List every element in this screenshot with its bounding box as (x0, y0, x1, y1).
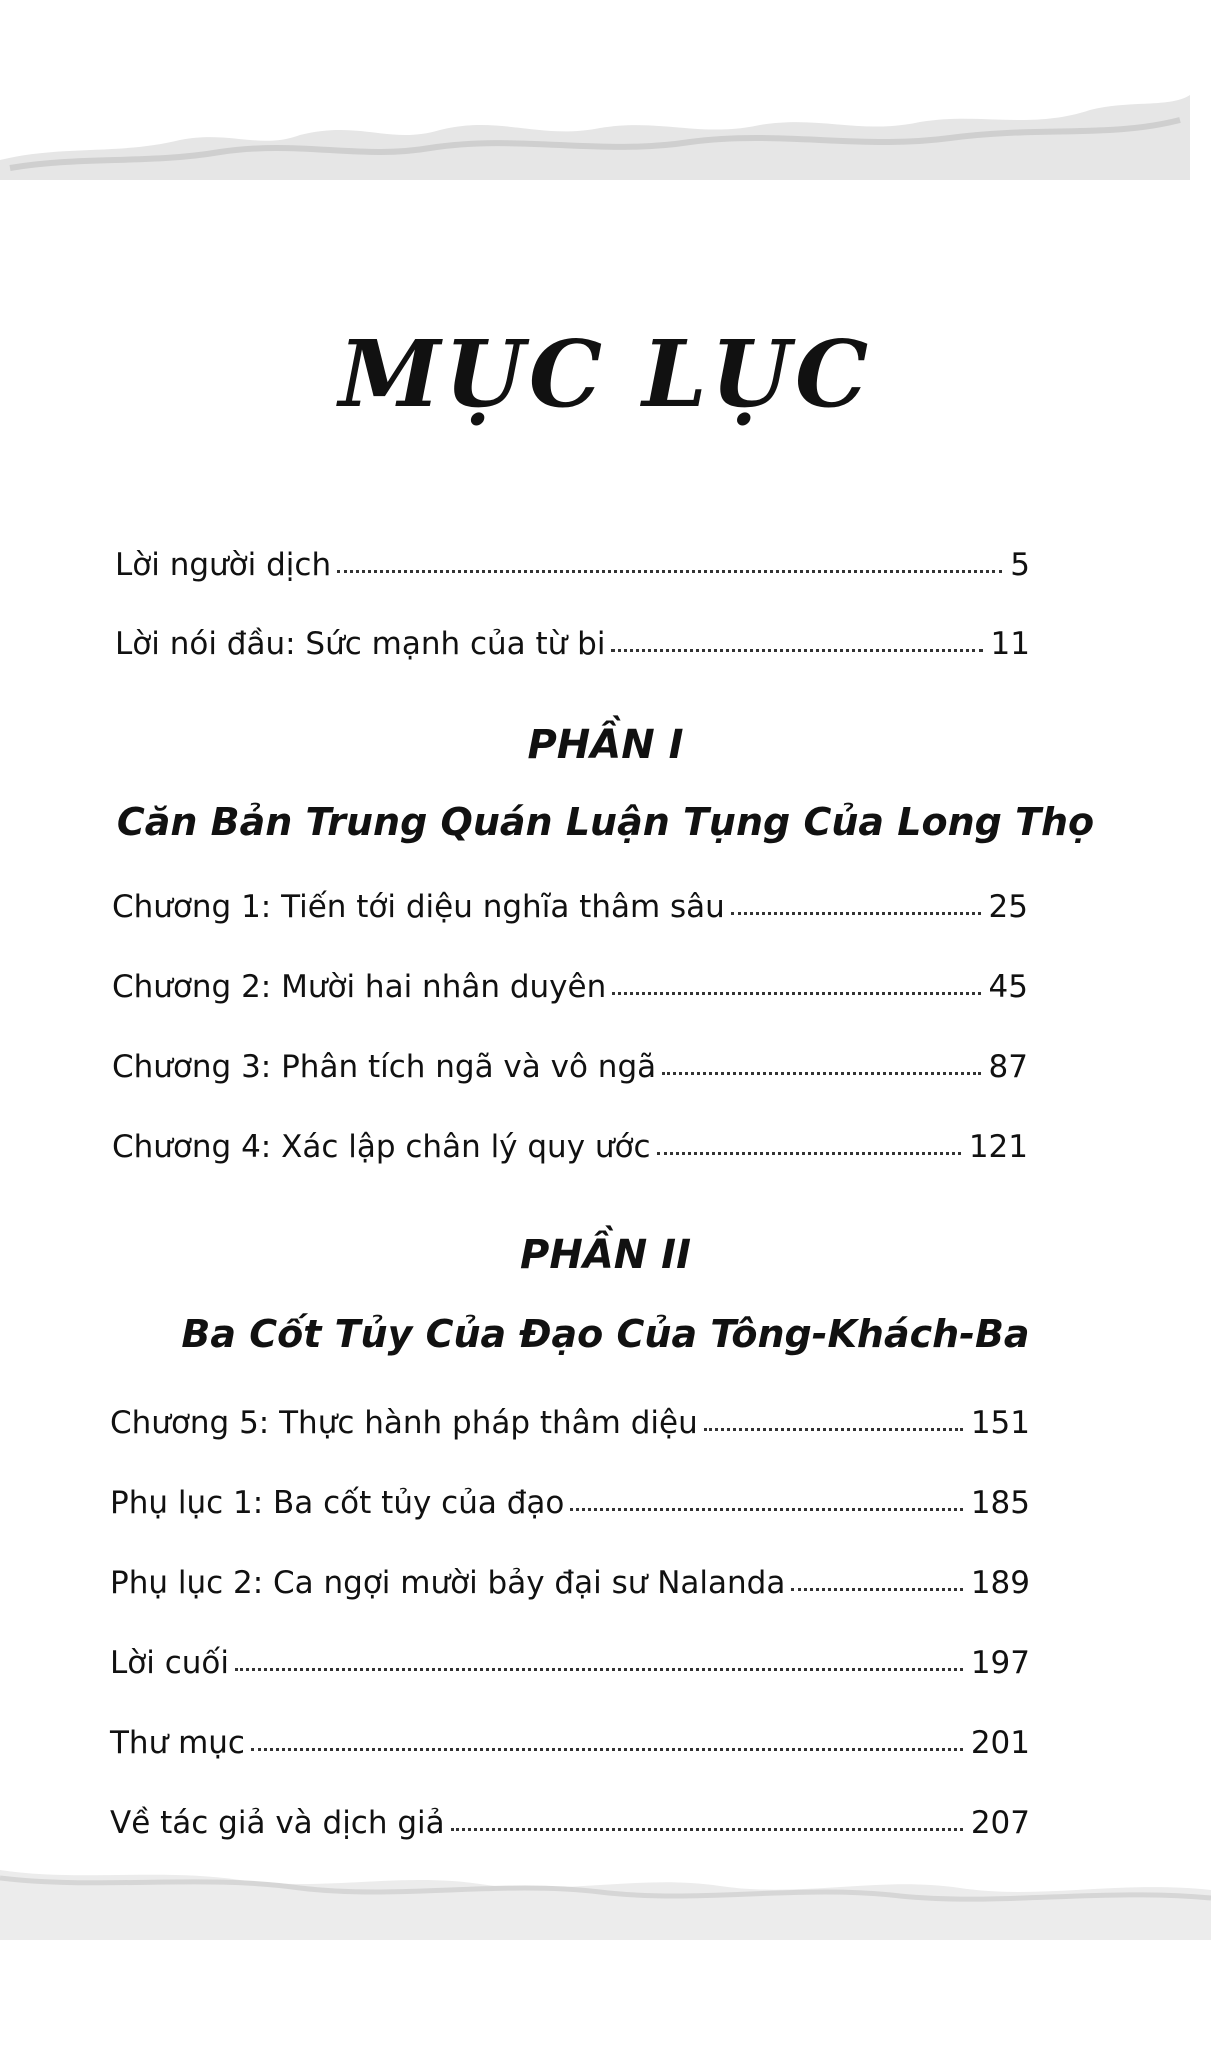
toc-leader-dots (451, 1828, 963, 1831)
toc-entry-label: Về tác giả và dịch giả (110, 1804, 445, 1841)
toc-entry-page: 25 (988, 888, 1028, 925)
toc-entry[interactable] (110, 1392, 1030, 1440)
toc-leader-dots (337, 570, 1002, 573)
toc-entry-label: Chương 3: Phân tích ngã và vô ngã (112, 1048, 657, 1085)
toc-entry[interactable] (112, 876, 1028, 924)
decorative-torn-edge-top (0, 90, 1211, 180)
toc-leader-dots (235, 1668, 963, 1671)
toc-entry-label: Phụ lục 2: Ca ngợi mười bảy đại sư Nalanda (110, 1564, 786, 1601)
toc-entry-label: Lời cuối (110, 1644, 229, 1681)
toc-entry-page: 121 (968, 1128, 1028, 1165)
toc-entry[interactable] (110, 1792, 1030, 1840)
toc-entry-page: 5 (1010, 546, 1030, 583)
toc-leader-dots (662, 1072, 980, 1075)
toc-entry[interactable] (110, 1632, 1030, 1680)
toc-entry[interactable] (110, 1472, 1030, 1520)
part-heading: PHẦN II (520, 1232, 691, 1278)
toc-leader-dots (704, 1428, 963, 1431)
toc-entry[interactable] (110, 1552, 1030, 1600)
toc-leader-dots (791, 1588, 962, 1591)
toc-entry[interactable] (112, 1116, 1028, 1164)
toc-entry[interactable] (112, 956, 1028, 1004)
part-subtitle: Ba Cốt Tủy Của Đạo Của Tông-Khách-Ba (181, 1312, 1030, 1356)
toc-entry-label: Lời nói đầu: Sức mạnh của từ bi (115, 625, 606, 662)
toc-entry[interactable] (110, 1712, 1030, 1760)
toc-entry-page: 87 (988, 1048, 1028, 1085)
toc-entry-page: 151 (970, 1404, 1030, 1441)
toc-entry-page: 201 (970, 1724, 1030, 1761)
part-heading: PHẦN I (527, 722, 684, 768)
toc-entry-label: Chương 1: Tiến tới diệu nghĩa thâm sâu (112, 888, 725, 925)
page-title: MỤC LỤC (338, 320, 873, 428)
decorative-torn-edge-bottom (0, 1860, 1211, 1940)
toc-entry-page: 185 (970, 1484, 1030, 1521)
toc-leader-dots (657, 1152, 961, 1155)
toc-entry[interactable] (115, 534, 1030, 582)
part-subtitle: Căn Bản Trung Quán Luận Tụng Của Long Thọ (116, 800, 1095, 844)
toc-entry-page: 45 (988, 968, 1028, 1005)
toc-leader-dots (251, 1748, 963, 1751)
toc-entry-page: 197 (970, 1644, 1030, 1681)
toc-entry-page: 11 (990, 625, 1030, 662)
toc-entry[interactable] (115, 613, 1030, 661)
toc-entry-label: Thư mục (110, 1724, 245, 1761)
toc-entry[interactable] (112, 1036, 1028, 1084)
toc-entry-page: 207 (970, 1804, 1030, 1841)
toc-leader-dots (731, 912, 981, 915)
toc-entry-label: Chương 4: Xác lập chân lý quy ước (112, 1128, 651, 1165)
toc-leader-dots (570, 1508, 962, 1511)
toc-leader-dots (612, 992, 980, 995)
toc-leader-dots (611, 649, 982, 652)
toc-entry-label: Phụ lục 1: Ba cốt tủy của đạo (110, 1484, 565, 1521)
toc-entry-label: Chương 2: Mười hai nhân duyên (112, 968, 607, 1005)
toc-entry-label: Chương 5: Thực hành pháp thâm diệu (110, 1404, 698, 1441)
toc-entry-label: Lời người dịch (115, 546, 332, 583)
toc-entry-page: 189 (970, 1564, 1030, 1601)
